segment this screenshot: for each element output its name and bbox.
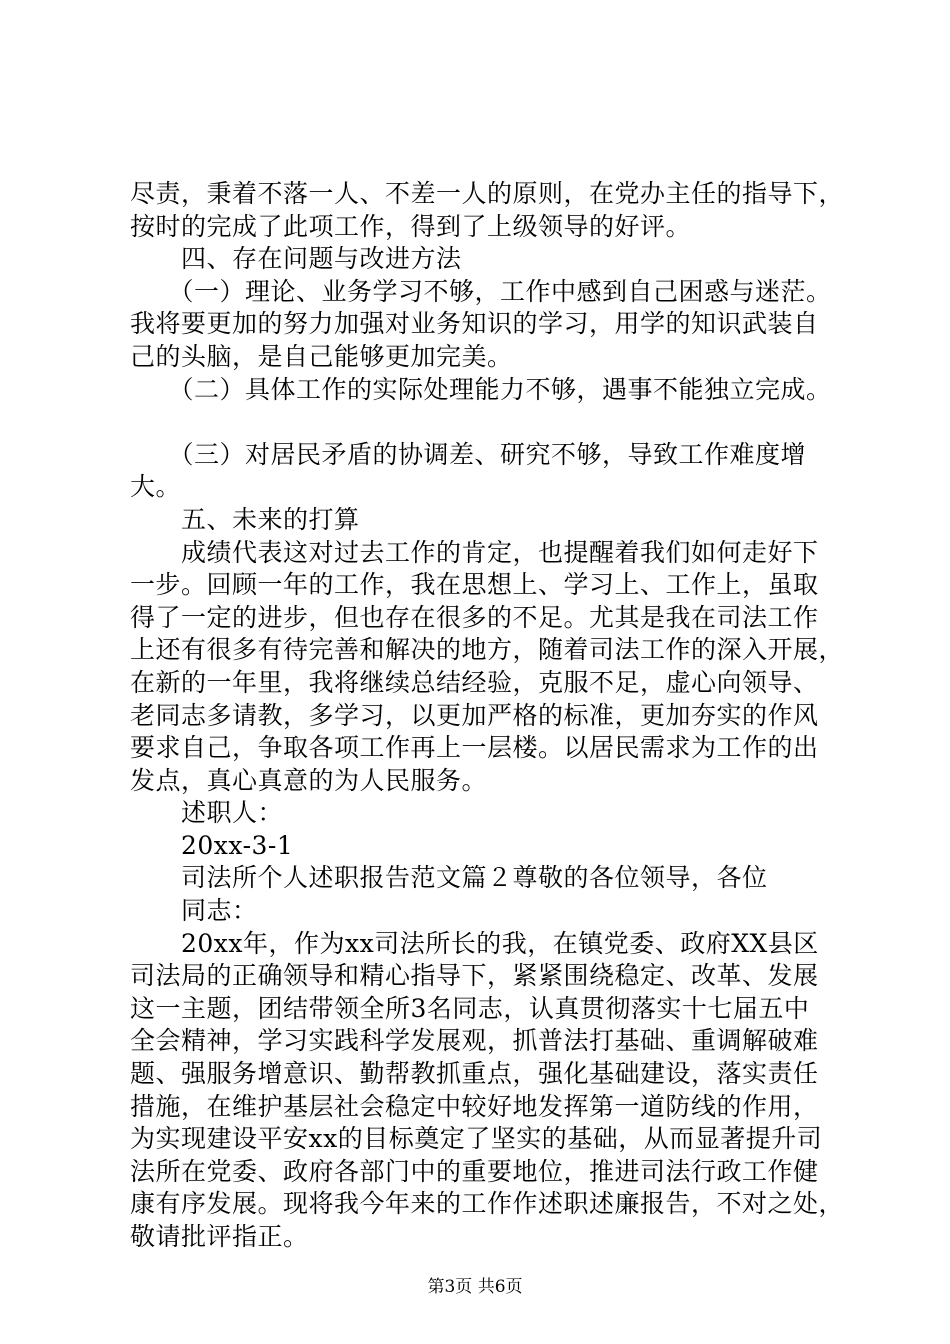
page-number-footer: 第3页 共6页	[427, 1277, 523, 1297]
document-body	[130, 178, 860, 1254]
body-line: （三）对居民矛盾的协调差、研究不够，导致工作难度增	[130, 439, 807, 469]
body-line: 康有序发展。现将我今年来的工作作述职述廉报告，不对之处，	[130, 1189, 845, 1219]
body-line: 老同志多请教，多学习，以更加严格的标准，更加夯实的作风	[130, 700, 819, 730]
body-line: 法所在党委、政府各部门中的重要地位，推进司法行政工作健	[130, 1156, 819, 1186]
body-line: 按时的完成了此项工作，得到了上级领导的好评。	[130, 211, 692, 241]
section-heading: 四、存在问题与改进方法	[130, 244, 462, 274]
body-line: 要求自己，争取各项工作再上一层楼。以居民需求为工作的出	[130, 733, 819, 763]
salutation: 同志：	[130, 896, 258, 926]
body-line: 司法局的正确领导和精心指导下，紧紧围绕稳定、改革、发展	[130, 961, 819, 991]
body-line: 敬请批评指正。	[130, 1222, 309, 1251]
body-line: 上还有很多有待完善和解决的地方，随着司法工作的深入开展，	[130, 635, 845, 665]
body-line: 措施，在维护基层社会稳定中较好地发挥第一道防线的作用，	[130, 1091, 819, 1121]
blank-line	[130, 406, 860, 439]
body-line: 20xx年，作为xx司法所长的我，在镇党委、政府XX县区	[130, 928, 819, 958]
body-line: 尽责，秉着不落一人、不差一人的原则，在党办主任的指导下，	[130, 179, 845, 208]
section-heading: 五、未来的打算	[130, 504, 360, 534]
body-line: 发点，真心真意的为人民服务。	[130, 765, 488, 795]
body-line: 为实现建设平安xx的目标奠定了坚实的基础，从而显著提升司	[130, 1124, 823, 1154]
body-line: 全会精神，学习实践科学发展观，抓普法打基础、重调解破难	[130, 1026, 819, 1056]
signature-date: 20xx-3-1	[130, 830, 294, 860]
body-line: 成绩代表这对过去工作的肯定，也提醒着我们如何走好下	[130, 537, 819, 567]
body-line: 得了一定的进步，但也存在很多的不足。尤其是我在司法工作	[130, 602, 819, 632]
body-line: （二）具体工作的实际处理能力不够，遇事不能独立完成。	[130, 374, 832, 404]
body-line: 一步。回顾一年的工作，我在思想上、学习上、工作上，虽取	[130, 570, 819, 600]
body-line: 大。	[130, 472, 182, 502]
body-line: 己的头脑，是自己能够更加完美。	[130, 341, 513, 371]
body-line: 这一主题，团结带领全所3名同志，认真贯彻落实十七届五中	[130, 993, 810, 1023]
article-title: 司法所个人述职报告范文篇２尊敬的各位领导，各位	[130, 863, 768, 893]
body-line: 在新的一年里，我将继续总结经验，克服不足，虚心向领导、	[130, 667, 819, 697]
body-line: 我将要更加的努力加强对业务知识的学习，用学的知识武装自	[130, 309, 819, 339]
body-line: （一）理论、业务学习不够，工作中感到自己困惑与迷茫。	[130, 276, 832, 306]
body-line: 题、强服务增意识、勤帮教抓重点，强化基础建设，落实责任	[130, 1059, 819, 1089]
signature-label: 述职人：	[130, 798, 284, 828]
